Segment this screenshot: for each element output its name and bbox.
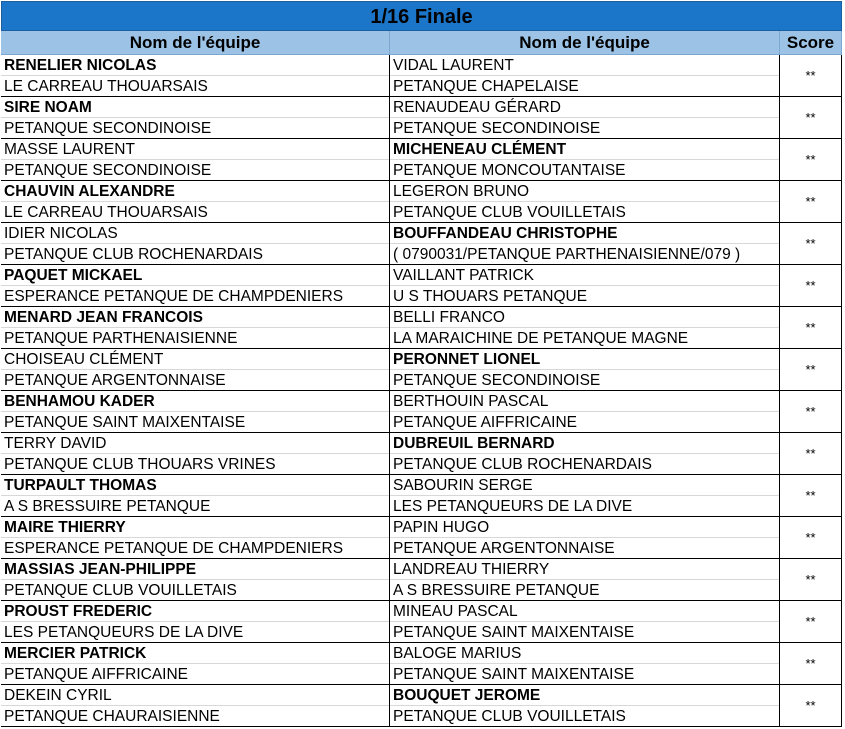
team2-cell [390, 349, 780, 391]
team2-cell [390, 433, 780, 475]
match-row [1, 97, 842, 139]
team2-player-name: BOUQUET JEROME [390, 685, 779, 706]
team1-player-name: MAIRE THIERRY [1, 517, 389, 538]
team2-cell [390, 55, 780, 97]
score-cell: ** [780, 97, 842, 139]
team2-player-name: LEGERON BRUNO [390, 181, 779, 202]
score-cell: ** [780, 475, 842, 517]
team1-cell [1, 139, 390, 181]
team2-cell [390, 307, 780, 349]
score-cell: ** [780, 349, 842, 391]
team2-player-name: BELLI FRANCO [390, 307, 779, 328]
team1-player-name: BENHAMOU KADER [1, 391, 389, 412]
match-row [1, 643, 842, 685]
match-row [1, 685, 842, 727]
header-score: Score [780, 31, 842, 55]
team1-player-name: MENARD JEAN FRANCOIS [1, 307, 389, 328]
team1-player-name: DEKEIN CYRIL [1, 685, 389, 706]
team1-club-name: PETANQUE SAINT MAIXENTAISE [4, 413, 246, 431]
team1-club-name: PETANQUE AIFFRICAINE [4, 665, 189, 683]
team1-player-name: SIRE NOAM [1, 97, 389, 118]
team2-player-name: SABOURIN SERGE [390, 475, 779, 496]
team1-player-name: MASSIAS JEAN-PHILIPPE [1, 559, 389, 580]
team1-cell [1, 265, 390, 307]
team2-club-name: PETANQUE SECONDINOISE [393, 371, 601, 389]
team1-club-name: PETANQUE CLUB ROCHENARDAIS [4, 245, 263, 263]
team1-cell [1, 643, 390, 685]
team1-cell [1, 391, 390, 433]
round-title: 1/16 Finale [1, 1, 842, 31]
team1-cell [1, 685, 390, 727]
team2-player-name: VAILLANT PATRICK [390, 265, 779, 286]
team1-club-name: PETANQUE SECONDINOISE [4, 161, 212, 179]
score-cell: ** [780, 265, 842, 307]
team1-cell [1, 349, 390, 391]
matches-list [1, 55, 842, 727]
match-row [1, 181, 842, 223]
match-row [1, 433, 842, 475]
team2-cell [390, 475, 780, 517]
team2-player-name: LANDREAU THIERRY [390, 559, 779, 580]
team2-cell [390, 685, 780, 727]
team2-club-name: PETANQUE CHAPELAISE [393, 77, 579, 95]
team2-club-name: A S BRESSUIRE PETANQUE [393, 581, 600, 599]
team2-club-name: ( 0790031/PETANQUE PARTHENAISIENNE/079 ) [393, 245, 741, 263]
match-row [1, 391, 842, 433]
score-cell: ** [780, 391, 842, 433]
team2-club-name: PETANQUE CLUB ROCHENARDAIS [393, 455, 652, 473]
team2-cell [390, 517, 780, 559]
team1-club-name: ESPERANCE PETANQUE DE CHAMPDENIERS [4, 539, 344, 557]
match-row [1, 517, 842, 559]
score-cell: ** [780, 433, 842, 475]
team1-club-name: PETANQUE PARTHENAISIENNE [4, 329, 238, 347]
header-team2: Nom de l'équipe [390, 31, 780, 55]
team2-player-name: BALOGE MARIUS [390, 643, 779, 664]
match-row [1, 601, 842, 643]
team1-player-name: MERCIER PATRICK [1, 643, 389, 664]
team1-club-name: PETANQUE CLUB THOUARS VRINES [4, 455, 276, 473]
team1-player-name: PAQUET MICKAEL [1, 265, 389, 286]
team2-cell [390, 391, 780, 433]
match-row [1, 307, 842, 349]
team1-club-name: PETANQUE ARGENTONNAISE [4, 371, 226, 389]
team1-cell [1, 433, 390, 475]
team1-player-name: MASSE LAURENT [1, 139, 389, 160]
score-cell: ** [780, 559, 842, 601]
team2-cell [390, 223, 780, 265]
results-sheet [1, 1, 842, 727]
team2-player-name: VIDAL LAURENT [390, 55, 779, 76]
team2-player-name: PERONNET LIONEL [390, 349, 779, 370]
team1-cell [1, 517, 390, 559]
team2-club-name: LA MARAICHINE DE PETANQUE MAGNE [393, 329, 689, 347]
team1-player-name: TURPAULT THOMAS [1, 475, 389, 496]
team1-cell [1, 181, 390, 223]
team2-player-name: MINEAU PASCAL [390, 601, 779, 622]
team2-cell [390, 601, 780, 643]
team2-club-name: PETANQUE SECONDINOISE [393, 119, 601, 137]
team1-club-name: LES PETANQUEURS DE LA DIVE [4, 623, 244, 641]
team2-club-name: PETANQUE CLUB VOUILLETAIS [393, 707, 626, 725]
team2-club-name: PETANQUE ARGENTONNAISE [393, 539, 615, 557]
team2-cell [390, 643, 780, 685]
team1-player-name: CHOISEAU CLÉMENT [1, 349, 389, 370]
team1-club-name: PETANQUE SECONDINOISE [4, 119, 212, 137]
match-row [1, 265, 842, 307]
team1-club-name: PETANQUE CHAURAISIENNE [4, 707, 220, 725]
score-cell: ** [780, 223, 842, 265]
score-cell: ** [780, 307, 842, 349]
match-row [1, 349, 842, 391]
team1-cell [1, 55, 390, 97]
team1-club-name: PETANQUE CLUB VOUILLETAIS [4, 581, 237, 599]
team1-club-name: A S BRESSUIRE PETANQUE [4, 497, 211, 515]
team2-player-name: DUBREUIL BERNARD [390, 433, 779, 454]
team2-club-name: PETANQUE AIFFRICAINE [393, 413, 578, 431]
team1-player-name: CHAUVIN ALEXANDRE [1, 181, 389, 202]
match-row [1, 223, 842, 265]
team2-club-name: LES PETANQUEURS DE LA DIVE [393, 497, 633, 515]
team2-player-name: BERTHOUIN PASCAL [390, 391, 779, 412]
team2-cell [390, 265, 780, 307]
team1-cell [1, 559, 390, 601]
team2-player-name: PAPIN HUGO [390, 517, 779, 538]
team2-cell [390, 139, 780, 181]
team1-cell [1, 307, 390, 349]
team2-cell [390, 181, 780, 223]
match-row [1, 139, 842, 181]
team2-player-name: BOUFFANDEAU CHRISTOPHE [390, 223, 779, 244]
team2-cell [390, 97, 780, 139]
team2-club-name: PETANQUE SAINT MAIXENTAISE [393, 665, 635, 683]
score-cell: ** [780, 139, 842, 181]
team1-player-name: TERRY DAVID [1, 433, 389, 454]
team2-club-name: PETANQUE SAINT MAIXENTAISE [393, 623, 635, 641]
team2-player-name: MICHENEAU CLÉMENT [390, 139, 779, 160]
match-row [1, 559, 842, 601]
score-cell: ** [780, 517, 842, 559]
team1-cell [1, 475, 390, 517]
score-cell: ** [780, 685, 842, 727]
team1-club-name: LE CARREAU THOUARSAIS [4, 203, 208, 221]
team1-cell [1, 97, 390, 139]
team2-cell [390, 559, 780, 601]
team1-player-name: PROUST FREDERIC [1, 601, 389, 622]
team1-player-name: IDIER NICOLAS [1, 223, 389, 244]
score-cell: ** [780, 643, 842, 685]
match-row [1, 475, 842, 517]
team1-cell [1, 601, 390, 643]
column-header-row [1, 31, 842, 55]
team2-club-name: PETANQUE MONCOUTANTAISE [393, 161, 626, 179]
score-cell: ** [780, 55, 842, 97]
score-cell: ** [780, 601, 842, 643]
team1-club-name: LE CARREAU THOUARSAIS [4, 77, 208, 95]
team1-player-name: RENELIER NICOLAS [1, 55, 389, 76]
score-cell: ** [780, 181, 842, 223]
team2-player-name: RENAUDEAU GÉRARD [390, 97, 779, 118]
team1-club-name: ESPERANCE PETANQUE DE CHAMPDENIERS [4, 287, 344, 305]
team2-club-name: U S THOUARS PETANQUE [393, 287, 588, 305]
match-row [1, 55, 842, 97]
header-team1: Nom de l'équipe [1, 31, 390, 55]
team2-club-name: PETANQUE CLUB VOUILLETAIS [393, 203, 626, 221]
team1-cell [1, 223, 390, 265]
